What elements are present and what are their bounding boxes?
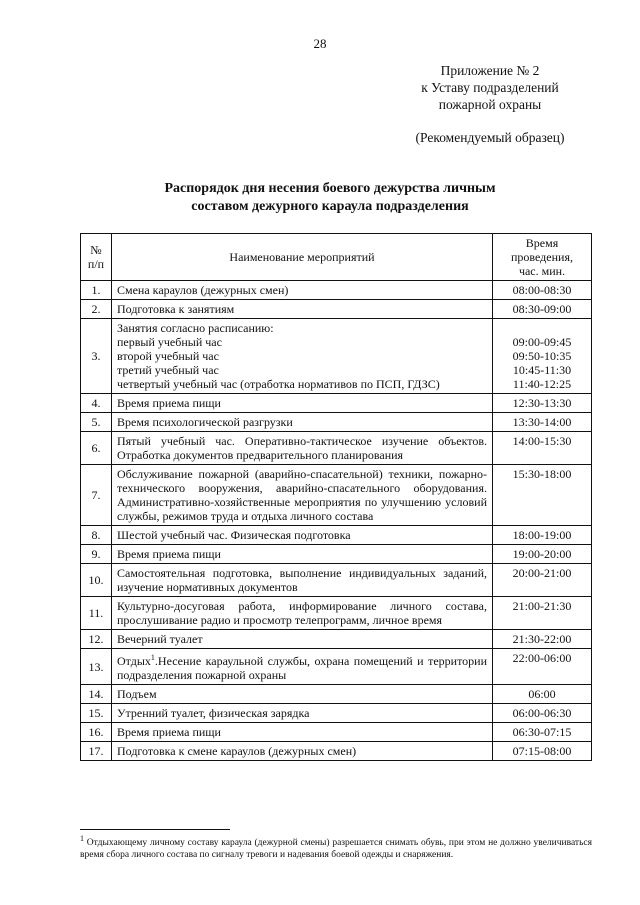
row-number: 13.	[81, 649, 112, 685]
activity-line: Подъем	[117, 687, 157, 701]
activity-name	[112, 597, 493, 630]
activity-time	[493, 685, 592, 704]
time-line: 14:00-15:30	[512, 434, 572, 448]
activity-name	[112, 300, 493, 319]
activity-name	[112, 630, 493, 649]
activity-name	[112, 742, 493, 761]
activity-line: Обслуживание пожарной (аварийно-спасательной) техники, пожарно-технического вооружения, аварийно-спасательного оборудования. Административно-хозяйственные мероприятия по улучшению условий службы, режимов труда и отдыха личного состава	[117, 467, 487, 523]
table-row	[81, 704, 592, 723]
activity-line: Время приема пищи	[117, 396, 221, 410]
appendix-line: Приложение № 2	[440, 63, 540, 78]
title-line: Распорядок дня несения боевого дежурства личным	[164, 181, 496, 196]
activity-time	[493, 742, 592, 761]
activity-time	[493, 394, 592, 413]
activity-time	[493, 630, 592, 649]
schedule-table	[80, 233, 592, 761]
activity-name	[112, 649, 493, 685]
table-row	[81, 723, 592, 742]
row-number: 10.	[81, 564, 112, 597]
document-title	[80, 180, 580, 216]
header-num-line: п/п	[87, 257, 105, 271]
table-row	[81, 630, 592, 649]
header-name: Наименование мероприятий	[112, 234, 493, 281]
time-line: 10:45-11:30	[512, 363, 572, 377]
header-num	[81, 234, 112, 281]
activity-time	[493, 465, 592, 526]
header-time-line: час. мин.	[518, 264, 566, 278]
activity-name	[112, 465, 493, 526]
footnote	[80, 833, 592, 861]
activity-line: четвертый учебный час (отработка нормативов по ПСП, ГДЗС)	[117, 377, 440, 391]
activity-name	[112, 723, 493, 742]
row-number: 12.	[81, 630, 112, 649]
footnote-mark: 1	[80, 834, 84, 843]
appendix-header	[390, 62, 590, 113]
time-line: 15:30-18:00	[512, 467, 572, 481]
header-time-line: Время	[525, 236, 559, 250]
time-line: 09:00-09:45	[512, 335, 572, 349]
table-row	[81, 432, 592, 465]
activity-time	[493, 319, 592, 394]
time-line: 18:00-19:00	[512, 528, 572, 542]
time-line: 22:00-06:00	[512, 651, 572, 665]
appendix-line: к Уставу подразделений	[421, 80, 559, 95]
activity-name	[112, 704, 493, 723]
activity-time	[493, 413, 592, 432]
activity-line: Подготовка к занятиям	[117, 302, 235, 316]
row-number: 1.	[81, 281, 112, 300]
table-row	[81, 545, 592, 564]
table-row	[81, 281, 592, 300]
activity-line: первый учебный час	[117, 335, 222, 349]
time-line: 11:40-12:25	[512, 377, 572, 391]
time-line: 09:50-10:35	[512, 349, 572, 363]
row-number: 16.	[81, 723, 112, 742]
activity-time	[493, 545, 592, 564]
activity-time	[493, 704, 592, 723]
activity-time	[493, 432, 592, 465]
footnote-text: Отдыхающему личному составу караула (дежурной смены) разрешается снимать обувь, при этом не должно увеличиваться время сбора личного состава по сигналу тревоги и надевания боевой одежды и снаряжения.	[80, 838, 593, 861]
table-row	[81, 685, 592, 704]
row-number: 7.	[81, 465, 112, 526]
footnote-ref: 1	[150, 653, 155, 662]
activity-time	[493, 649, 592, 685]
row-number: 6.	[81, 432, 112, 465]
table-row	[81, 649, 592, 685]
activity-line: Занятия согласно расписанию:	[117, 321, 274, 335]
table-row	[81, 742, 592, 761]
activity-name	[112, 319, 493, 394]
time-line	[498, 321, 586, 335]
time-line: 06:00-06:30	[512, 706, 572, 720]
activity-line: Время психологической разгрузки	[117, 415, 293, 429]
header-time-line: проведения,	[511, 250, 573, 264]
table-row	[81, 300, 592, 319]
row-number: 8.	[81, 526, 112, 545]
page-number: 28	[313, 36, 327, 51]
table-header-row	[81, 234, 592, 281]
row-number: 14.	[81, 685, 112, 704]
activity-name	[112, 394, 493, 413]
row-number: 11.	[81, 597, 112, 630]
time-line: 06:00	[528, 687, 556, 701]
time-line: 20:00-21:00	[512, 566, 572, 580]
table-row	[81, 319, 592, 394]
activity-line: Пятый учебный час. Оперативно-тактическое изучение объектов. Отработка документов предварительного планирования	[117, 434, 487, 462]
activity-time	[493, 281, 592, 300]
row-number: 5.	[81, 413, 112, 432]
activity-line: Самостоятельная подготовка, выполнение индивидуальных заданий, изучение нормативных документов	[117, 566, 487, 594]
activity-line: Время приема пищи	[117, 547, 221, 561]
row-number: 9.	[81, 545, 112, 564]
table-row	[81, 413, 592, 432]
activity-line: Время приема пищи	[117, 725, 221, 739]
activity-time	[493, 597, 592, 630]
row-number: 4.	[81, 394, 112, 413]
time-line: 21:30-22:00	[512, 632, 572, 646]
time-line: 21:00-21:30	[512, 599, 572, 613]
table-row	[81, 564, 592, 597]
header-num-line: №	[90, 243, 102, 257]
activity-line: Утренний туалет, физическая зарядка	[117, 706, 310, 720]
activity-line: Смена караулов (дежурных смен)	[117, 283, 289, 297]
activity-name	[112, 526, 493, 545]
activity-name	[112, 685, 493, 704]
activity-name	[112, 432, 493, 465]
table-row	[81, 526, 592, 545]
activity-line: Вечерний туалет	[117, 632, 203, 646]
activity-name	[112, 564, 493, 597]
activity-name	[112, 413, 493, 432]
time-line: 19:00-20:00	[512, 547, 572, 561]
activity-time	[493, 526, 592, 545]
table-row	[81, 394, 592, 413]
activity-text: .Несение караульной службы, охрана помещений и территории подразделения пожарной охраны	[117, 654, 487, 682]
activity-line: Подготовка к смене караулов (дежурных смен)	[117, 744, 357, 758]
recommended-sample-note: (Рекомендуемый образец)	[415, 130, 565, 145]
activity-line: Шестой учебный час. Физическая подготовка	[117, 528, 351, 542]
activity-line: Культурно-досуговая работа, информирование личного состава, прослушивание радио и просмотр телепрограмм, личное время	[117, 599, 487, 627]
activity-line: второй учебный час	[117, 349, 219, 363]
activity-name	[112, 545, 493, 564]
table-row	[81, 465, 592, 526]
activity-line: третий учебный час	[117, 363, 219, 377]
time-line: 13:30-14:00	[512, 415, 572, 429]
row-number: 3.	[81, 319, 112, 394]
footnote-divider	[80, 829, 230, 830]
time-line: 07:15-08:00	[512, 744, 572, 758]
row-number: 2.	[81, 300, 112, 319]
time-line: 06:30-07:15	[512, 725, 572, 739]
table-row	[81, 597, 592, 630]
header-time	[493, 234, 592, 281]
title-line: составом дежурного караула подразделения	[191, 199, 469, 214]
activity-name	[112, 281, 493, 300]
activity-time	[493, 300, 592, 319]
activity-time	[493, 564, 592, 597]
time-line: 08:00-08:30	[512, 283, 572, 297]
activity-text: Отдых	[117, 654, 151, 668]
table-body	[81, 281, 592, 761]
row-number: 17.	[81, 742, 112, 761]
row-number: 15.	[81, 704, 112, 723]
time-line: 12:30-13:30	[512, 396, 572, 410]
activity-time	[493, 723, 592, 742]
appendix-line: пожарной охраны	[438, 97, 542, 112]
time-line: 08:30-09:00	[512, 302, 572, 316]
